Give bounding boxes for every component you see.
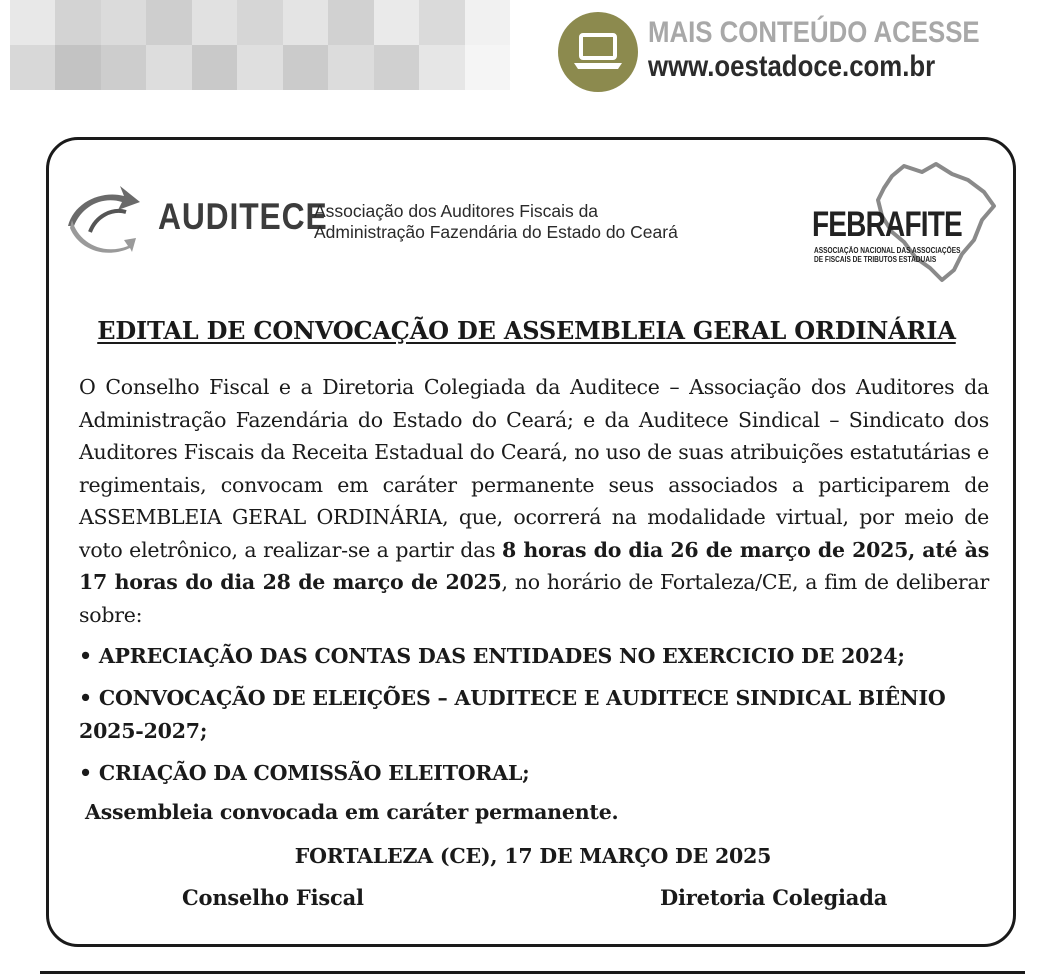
auditece-arrows-logo-icon	[62, 182, 144, 264]
signature-diretoria-colegiada: Diretoria Colegiada	[660, 885, 888, 910]
place-and-date: FORTALEZA (CE), 17 DE MARÇO DE 2025	[294, 844, 772, 868]
auditece-desc-line1: Associação dos Auditores Fiscais da	[314, 201, 599, 221]
promo-headline: MAIS CONTEÚDO ACESSE	[648, 16, 980, 49]
agenda-item: • CONVOCAÇÃO DE ELEIÇÕES – AUDITECE E AUDITECE SINDICAL BIÊNIO 2025-2027;	[79, 686, 946, 743]
promo-url-link[interactable]: www.oestadoce.com.br	[648, 50, 936, 83]
auditece-desc-line2: Administração Fazendária do Estado do Ceará	[314, 222, 678, 242]
agenda-item: • CRIAÇÃO DA COMISSÃO ELEITORAL;	[79, 761, 530, 785]
promo-laptop-badge[interactable]	[558, 12, 638, 92]
body-text-part1: O Conselho Fiscal e a Diretoria Colegiada da Auditece – Associação dos Auditores da Administração Fazendária do Estado do Ceará; e da Auditece Sindical – Sindicato dos Auditores Fiscais da Receita Estadual do Ceará, no uso de suas atribuições estatutárias e regimentais, convocam em caráter permanente seus associados a participarem de ASSEMBLEIA GERAL ORDINÁRIA, que, ocorrerá na modalidade virtual, por meio de voto eletrônico, a realizar-se a partir das	[79, 375, 989, 562]
agenda-item: • APRECIAÇÃO DAS CONTAS DAS ENTIDADES NO EXERCICIO DE 2024;	[79, 644, 905, 668]
notice-title: EDITAL DE CONVOCAÇÃO DE ASSEMBLEIA GERAL ORDINÁRIA	[97, 316, 956, 345]
body-text-part2: , no horário de Fortaleza/CE, a fim de deliberar sobre:	[79, 570, 989, 627]
notice-body	[79, 371, 989, 631]
signature-conselho-fiscal: Conselho Fiscal	[182, 885, 364, 910]
febrafite-desc-line2: DE FISCAIS DE TRIBUTOS ESTADUAIS	[814, 255, 937, 264]
body-text-dates: 8 horas do dia 26 de março de 2025, até às 17 horas do dia 28 de março de 2025	[79, 537, 989, 594]
febrafite-logo-text: FEBRAFITE	[812, 205, 962, 244]
auditece-description	[314, 201, 678, 243]
auditece-logo-text: AUDITECE	[158, 196, 328, 237]
febrafite-description	[814, 246, 961, 264]
laptop-icon	[558, 12, 638, 92]
blurred-header-area	[10, 0, 510, 90]
febrafite-desc-line1: ASSOCIAÇÃO NACIONAL DAS ASSOCIAÇÕES	[814, 246, 961, 255]
page-bottom-divider	[40, 971, 1025, 974]
closing-statement: Assembleia convocada em caráter permanente.	[85, 800, 619, 824]
